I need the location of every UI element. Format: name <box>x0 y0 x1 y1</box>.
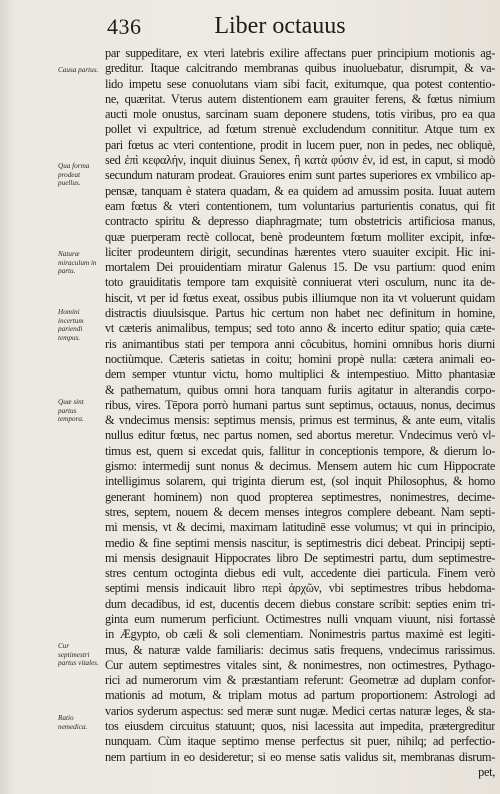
text-line: timus est, quem si excedat quis, fallitur in conceptionis tempore, & dierum lo- <box>105 443 495 458</box>
text-line: quæ puerperam rectè collocat, benè prodeuntem fœtum molliter excipit, infœ- <box>105 229 495 244</box>
text-line: vt cæteris animalibus, tempus; sed toto anno & incerto editur spatio; quia cæte- <box>105 321 495 336</box>
text-line: contracto spiritu & depresso diaphragmate; tum obstetricis artificiosa manus, <box>105 214 495 229</box>
body-text <box>105 46 495 790</box>
text-line: mortalem Dei prouidentiam miratur Galenus 15. De vsu partium: quod enim <box>105 260 495 275</box>
text-line: mus, & naturæ valde familiaris: decimus satis frequens, vndecimus rarissimus. <box>105 642 495 657</box>
running-head: Liber octauus <box>214 13 346 39</box>
page-number: 436 <box>107 14 142 39</box>
text-line: nem partium in eo desideretur; si eo mense satis validus sit, membranas disrum- <box>105 749 495 764</box>
text-line: distractis diuulsisque. Partus hic certum non habet nec definitum in homine, <box>105 306 495 321</box>
text-line: mationis ad motum, & triplam motus ad partum proportionem: Astrologi ad <box>105 688 495 703</box>
text-line: stres, septem, nouem & decem menses integros complere debeant. Nam septi- <box>105 504 495 519</box>
text-line: varios syderum aspectus: sed meræ sunt nugæ. Medici certas naturæ leges, & sta- <box>105 703 495 718</box>
text-line: eam fœtus & vteri contentionem, tum voluntarius parturientis conatus, qui fit <box>105 198 495 213</box>
text-line: & vndecimus mensis: septimus mensis, primus est terminus, & ante eum, vitalis <box>105 413 495 428</box>
margin-notes <box>0 0 99 794</box>
text-line: pensæ, tanquam è statera quadam, & ea quidem ad amussim posita. Iuuat autem <box>105 183 495 198</box>
text-line: medio & fine septimi mensis nascitur, is septimestris dici debeat. Principij septi- <box>105 535 495 550</box>
text-line: ribus, vires. Tēpora porrò humani partus sunt septimus, octauus, nonus, decimus <box>105 397 495 412</box>
text-line: pari fœtus ac vteri contentione, prodit in lucem puer, non in pedes, nec obliquè, <box>105 137 495 152</box>
text-line: & pathematum, quibus omni hora tanquam furiis agitatur in alterandis corpo- <box>105 382 495 397</box>
text-line: toto grauiditatis tempore tam exquisitè conniuerat vteri osculum, nunc ita de- <box>105 275 495 290</box>
text-line: dum decadibus, id est, ducentis decem diebus constare scribit: septies enim tri- <box>105 596 495 611</box>
text-line: mi mensis designauit Hippocrates libro De septimestri partu, dum septimestre- <box>105 550 495 565</box>
text-line: in Ægypto, ob cæli & soli clementiam. Nonimestris partus maximè est legiti- <box>105 627 495 642</box>
text-line: pet, <box>478 764 495 779</box>
text-line: pollet vi expultrice, ad fœtum strenuè excludendum connititur. Atque tum ex <box>105 122 495 137</box>
text-line: Cur autem septimestres vitales sint, & nonimestres, non octimestres, Pythago- <box>105 657 495 672</box>
text-line: gismo: intermedij sunt nonus & decimus. Mensem autem hic cum Hippocrate <box>105 459 495 474</box>
margin-note: Homini incertum pariendi tempus. <box>58 308 84 342</box>
text-line: lido impetu sese conuolutans viam sibi facit, exitumque, qua potest contentio- <box>105 76 495 91</box>
text-line: stres centum octoginta diebus edi vult, accedente diei particula. Finem verò <box>105 566 495 581</box>
text-line: secundum naturam prodeat. Grauiores enim sunt partes superiores ex vmbilico ap- <box>105 168 495 183</box>
text-line: liciter prodeuntem dirigit, secundinas hærentes vtero suauiter excipit. Hic ini- <box>105 244 495 259</box>
text-line: dem semper vtuntur victu, homo multiplici & intempestiuo. Mitto phantasiæ <box>105 367 495 382</box>
text-line: sed ἐπὶ κεφαλήν, inquit diuinus Senex, ἢ κατὰ φύσιν ἐν, id est, in caput, si modò <box>105 153 495 168</box>
text-line: aucti mole onustus, sarcinam suam deponere studens, totis viribus, pro ea qua <box>105 107 495 122</box>
margin-note: Ratio nemedica. <box>58 714 88 731</box>
text-line: noctiùmque. Cæteris satietas in coitu; homini propè nulla: cætera animali eo- <box>105 351 495 366</box>
margin-note: Cur septimestri partus vitales. <box>58 642 99 668</box>
text-line: ginta eum numerum perficiunt. Octimestres nulli vnquam viuunt, nisi fortassè <box>105 611 495 626</box>
text-line: ne, quæritat. Vterus autem distentionem eam grauiter ferens, & fœtus nimium <box>105 91 495 106</box>
margin-note: Causa partus. <box>58 66 99 74</box>
text-line: intelligimus solarem, qui triginta dierum est, (sol inquit Philosophus, & homo <box>105 474 495 489</box>
text-line: nullus editur fœtus, nec partus nomen, sed abortus meretur. Vndecimus verò vl- <box>105 428 495 443</box>
text-line: greditur. Itaque calcitrando membranas quibus inuoluebatur, disrumpit, & va- <box>105 61 495 76</box>
text-line: hiscit, vt per id fœtus exeat, ossibus pubis illiumque non ita vt voluerunt quidam <box>105 290 495 305</box>
text-line: rici ad numerorum vim & præstantiam referunt: Geometræ ad duplam confor- <box>105 673 495 688</box>
margin-note: Quæ sint partus tempora. <box>58 398 84 424</box>
margin-note: Qua forma prodeat puellus. <box>58 162 90 188</box>
text-line: tos eiusdem circuitus statuunt; quos, nisi lacessita aut impedita, prætergreditur <box>105 719 495 734</box>
margin-note: Naturæ miraculum in partu. <box>58 250 97 276</box>
text-line: nunquam. Cùm itaque septimo mense perfectus sit puer, nihilq; ad perfectio- <box>105 734 495 749</box>
text-line: par suppeditare, ex vteri latebris exilire affectans puer principium motionis ag- <box>105 46 495 60</box>
text-line: mi mensis, vt & decimi, maximam latitudinē esse volumus; vt qui in principio, <box>105 520 495 535</box>
text-line: generant hominem) non quod propterea septimestres, nonimestres, decime- <box>105 489 495 504</box>
text-line: ris animantibus stati per tempora anni côcubitus, homini omnibus horis diurni <box>105 336 495 351</box>
text-line: septimi mensis indicauit libro περὶ ἀρχῶν, vbi septimestres tribus hebdoma- <box>105 581 495 596</box>
